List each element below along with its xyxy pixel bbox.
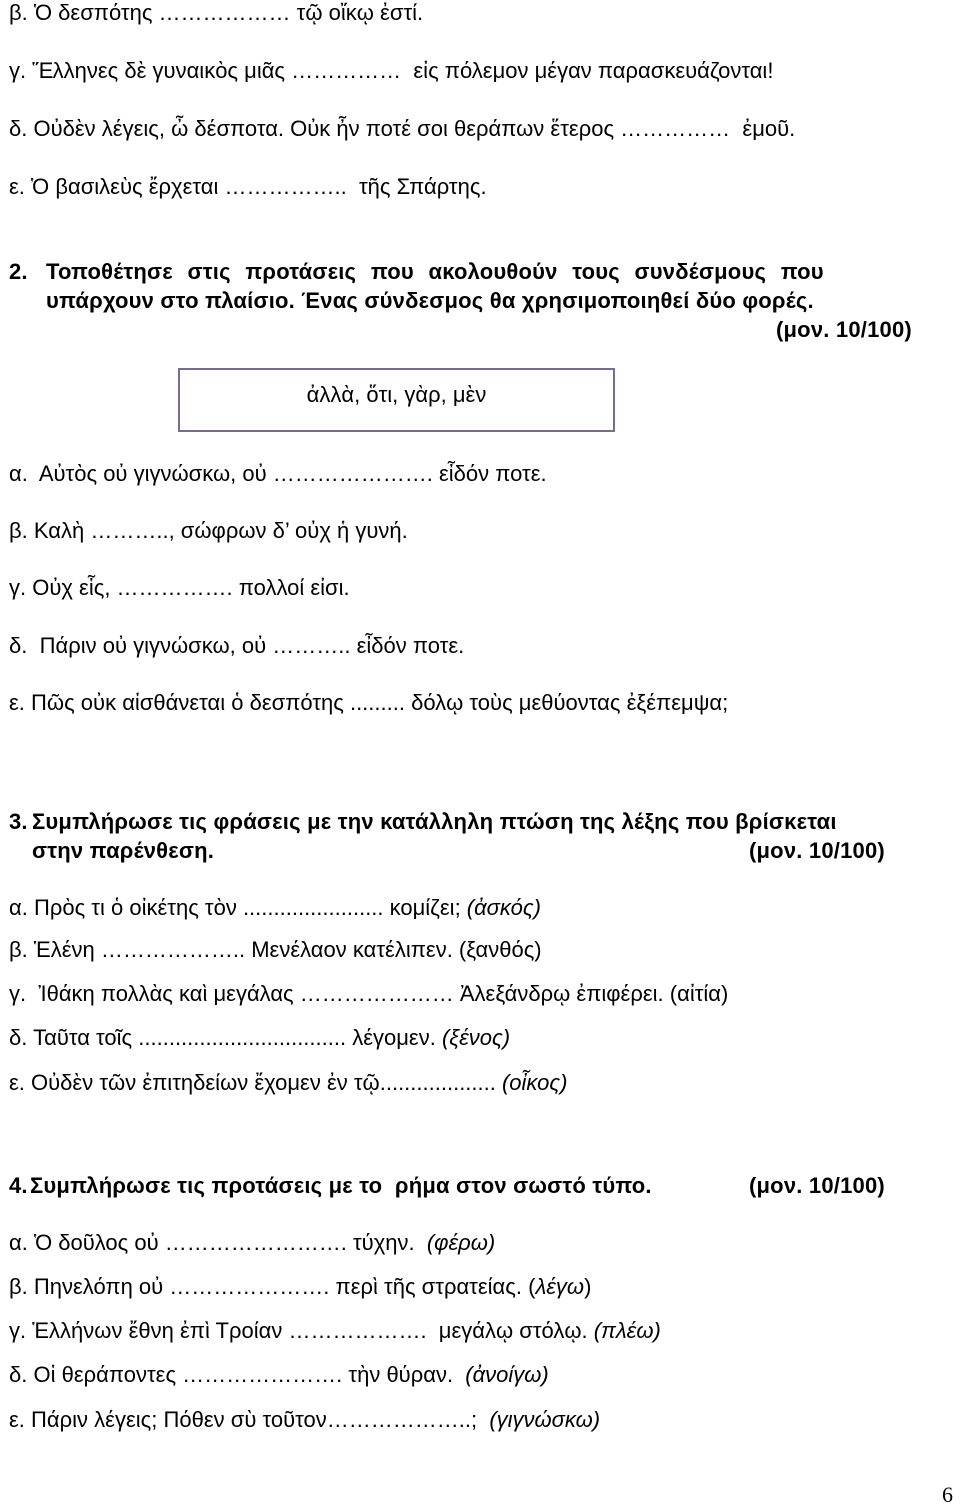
conjunction-box xyxy=(178,368,615,432)
exercise3-item-hint: (οἶκος) xyxy=(501,1070,568,1095)
page-number: 6 xyxy=(942,1482,953,1507)
exercise2-instruction-line1: Τοποθέτησε στις προτάσεις που ακολουθούν τους συνδέσμους που xyxy=(46,259,824,284)
exercise2-item-e: ε. Πῶς οὐκ αἰσθάνεται ὁ δεσπότης ......... δόλῳ τοὺς μεθύοντας ἐξέπεμψα; xyxy=(9,690,729,715)
exercise3-points: (μον. 10/100) xyxy=(749,838,885,863)
exercise4-item-text: γ. Ἑλλήνων ἔθνη ἐπὶ Τροίαν ………………. μεγάλῳ στόλῳ. xyxy=(9,1318,594,1343)
exercise4-item-hint: (ἀνοίγω) xyxy=(465,1362,549,1387)
exercise3-item-e xyxy=(9,1070,567,1096)
exercise4-item-a xyxy=(9,1230,495,1256)
exercise4-item-hint-close: ) xyxy=(584,1274,592,1299)
exercise4-item-hint: (γιγνώσκω) xyxy=(489,1407,601,1432)
exercise4-item-b xyxy=(9,1274,591,1300)
exercise3-item-c xyxy=(9,981,728,1007)
exercise3-item-hint: (ξανθός) xyxy=(458,937,542,962)
exercise3-item-text: α. Πρὸς τι ὁ οἰκέτης τὸν ....................... κομίζει; xyxy=(9,895,467,920)
exercise4-item-hint: (φέρω) xyxy=(426,1230,496,1255)
exercise4-item-d xyxy=(9,1362,549,1388)
exercise2-instruction-line2: υπάρχουν στο πλαίσιο. Ένας σύνδεσμος θα χρησιμοποιηθεί δύο φορές. xyxy=(46,288,814,313)
exercise4-number: 4. xyxy=(9,1173,28,1198)
exercise3-item-hint: (ἀσκός) xyxy=(466,895,541,920)
exercise2-number: 2. xyxy=(9,259,28,284)
exercise1-item-e: ε. Ὁ βασιλεὺς ἔρχεται …………….. τῆς Σπάρτης. xyxy=(9,174,487,199)
exercise4-item-c xyxy=(9,1318,661,1344)
exercise1-item-b: β. Ὁ δεσπότης ……………… τῷ οἴκῳ ἐστί. xyxy=(9,0,424,25)
exercise3-number: 3. xyxy=(9,809,28,834)
conjunction-list: ἀλλὰ, ὅτι, γὰρ, μὲν xyxy=(306,382,487,407)
exercise3-item-d xyxy=(9,1025,510,1051)
exercise3-instruction-line1: Συμπλήρωσε τις φράσεις με την κατάλληλη πτώση της λέξης που βρίσκεται xyxy=(32,809,837,834)
exercise3-item-text: ε. Οὐδὲν τῶν ἐπιτηδείων ἔχομεν ἐν τῷ................... xyxy=(9,1070,502,1095)
exercise3-item-hint: (ξένος) xyxy=(441,1025,511,1050)
exercise3-item-hint: (αἰτία) xyxy=(669,981,729,1006)
exercise4-item-text: α. Ὁ δοῦλος οὐ ……………………. τύχην. xyxy=(9,1230,427,1255)
exercise3-item-b xyxy=(9,937,542,963)
exercise3-item-text: δ. Ταῦτα τοῖς .................................. λέγομεν. xyxy=(9,1025,442,1050)
exercise4-item-hint: (πλέω) xyxy=(593,1318,661,1343)
exercise4-instruction: Συμπλήρωσε τις προτάσεις με το ρήμα στον σωστό τύπο. xyxy=(30,1173,652,1198)
exercise4-item-hint: λέγω xyxy=(535,1274,585,1299)
exercise4-item-text: δ. Οἱ θεράποντες …………………. τὴν θύραν. xyxy=(9,1362,466,1387)
exercise1-item-c: γ. Ἕλληνες δὲ γυναικὸς μιᾶς …………… εἰς πόλεμον μέγαν παρασκευάζονται! xyxy=(9,58,774,83)
exercise4-item-e xyxy=(9,1407,600,1433)
exercise3-item-text: γ. Ἰθάκη πολλὰς καὶ μεγάλας ………………… Ἀλεξάνδρῳ ἐπιφέρει. xyxy=(9,981,670,1006)
exercise2-item-d: δ. Πάριν οὐ γιγνώσκω, οὐ ……….. εἶδόν ποτε. xyxy=(9,633,465,658)
exercise1-item-d: δ. Οὐδὲν λέγεις, ὦ δέσποτα. Οὐκ ἦν ποτέ σοι θεράπων ἕτερος …………… ἐμοῦ. xyxy=(9,116,796,141)
exercise3-instruction-line2: στην παρένθεση. xyxy=(32,838,215,863)
exercise2-item-c: γ. Οὐχ εἷς, ……………. πολλοί εἰσι. xyxy=(9,575,350,600)
exercise4-points: (μον. 10/100) xyxy=(749,1173,885,1198)
exercise2-item-a: α. Αὐτὸς οὐ γιγνώσκω, οὐ …………………. εἶδόν ποτε. xyxy=(9,461,547,486)
exercise3-item-a xyxy=(9,895,541,921)
exercise2-item-b: β. Καλὴ ……….., σώφρων δ’ οὐχ ἡ γυνή. xyxy=(9,518,408,543)
exercise3-item-text: β. Ἑλένη ……………….. Μενέλαον κατέλιπεν. xyxy=(9,937,459,962)
exercise2-points: (μον. 10/100) xyxy=(776,317,912,342)
exercise4-item-text: β. Πηνελόπη οὐ …………………. περὶ τῆς στρατείας. ( xyxy=(9,1274,536,1299)
exercise4-item-text: ε. Πάριν λέγεις; Πόθεν σὺ τοῦτον………………..; xyxy=(9,1407,490,1432)
